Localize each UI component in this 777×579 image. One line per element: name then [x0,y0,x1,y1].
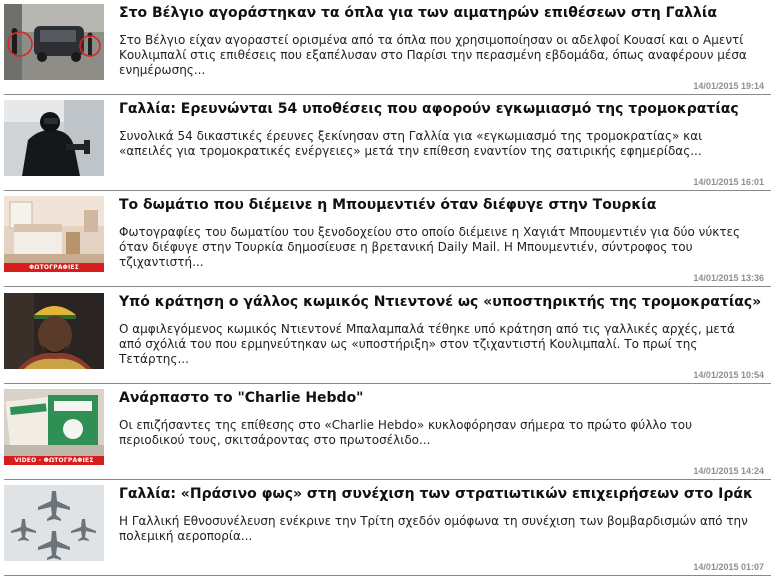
article-thumbnail[interactable] [4,4,104,80]
news-item [0,0,777,96]
magazine-stack-photo [4,389,104,465]
article-title[interactable]: Γαλλία: «Πράσινο φως» στη συνέχιση των στρατιωτικών επιχειρήσεων στο Ιράκ [119,486,753,502]
article-excerpt: Ο αμφιλεγόμενος κωμικός Ντιεντονέ Μπαλαμπαλά τέθηκε υπό κράτηση από τις γαλλικές αρχές, μετά από σχόλιά του που ερμηνεύτηκαν ως «υποστήριξη» στον τζιχαντιστή Κουλιμπαλί. Το πρωί της Τετάρτης... [119,322,735,366]
article-thumbnail[interactable] [4,389,104,465]
article-excerpt: Οι επιζήσαντες της επίθεσης στο «Charlie Hebdo» κυκλοφόρησαν σήμερα το πρώτο φύλλο του περιοδικού τους, σκιτσάροντας στο πρωτοσέλιδο... [119,418,693,447]
article-title[interactable]: Το δωμάτιο που διέμεινε η Μπουμεντιέν όταν διέφυγε στην Τουρκία [119,197,657,213]
divider [4,479,771,480]
news-item [0,289,777,385]
article-date: 14/01/2015 19:14 [689,81,764,91]
article-title[interactable]: Υπό κράτηση ο γάλλος κωμικός Ντιεντονέ ως «υποστηρικτής της τρομοκρατίας» [119,294,762,310]
divider [4,383,771,384]
article-title[interactable]: Γαλλία: Ερευνώνται 54 υποθέσεις που αφορούν εγκωμιασμό της τρομοκρατίας [119,101,739,117]
fighter-jets-photo [4,485,104,561]
article-date: 14/01/2015 13:36 [689,273,764,283]
news-item [0,192,777,288]
divider [4,575,771,576]
article-excerpt: Φωτογραφίες του δωματίου του ξενοδοχείου στο οποίο διέμεινε η Χαγιάτ Μπουμεντιέν για δύο νύκτες όταν διέφυγε στην Τουρκία δημοσίευσε η βρετανική Daily Mail. Η Μπουμεντιέν, σύντροφος του τζιχαντιστή... [119,225,741,269]
article-date: 14/01/2015 01:07 [689,562,764,572]
divider [4,190,771,191]
news-item [0,385,777,481]
article-date: 14/01/2015 10:54 [689,370,764,380]
thumbnail-label: VIDEO - ΦΩΤΟΓΡΑΦΙΕΣ [4,456,104,465]
article-excerpt: Στο Βέλγιο είχαν αγοραστεί ορισμένα από τα όπλα που χρησιμοποίησαν οι αδελφοί Κουασί και ο Αμεντί Κουλιμπαλί στις επιθέσεις που εξαπέλυσαν στο Παρίσι την περασμένη εβδομάδα, όπως αναφέρουν μέσα ενημέρωσης... [119,33,747,77]
article-title[interactable]: Στο Βέλγιο αγοράστηκαν τα όπλα για των αιματηρών επιθέσεων στη Γαλλία [119,5,717,21]
article-thumbnail[interactable] [4,485,104,561]
police-officer-photo [4,100,104,176]
news-item [0,481,777,577]
hotel-room-photo [4,196,104,272]
street-scene-photo [4,4,104,80]
article-title[interactable]: Ανάρπαστο το "Charlie Hebdo" [119,390,364,406]
comedian-portrait-photo [4,293,104,369]
article-thumbnail[interactable] [4,293,104,369]
article-date: 14/01/2015 16:01 [689,177,764,187]
divider [4,286,771,287]
article-excerpt: Συνολικά 54 δικαστικές έρευνες ξεκίνησαν στη Γαλλία για «εγκωμιασμό της τρομοκρατίας» και «απειλές για τρομοκρατικές ενέργειες» μετά την επίθεση εναντίον της σατιρικής εφημερίδας... [119,129,703,158]
divider [4,94,771,95]
news-item [0,96,777,192]
article-thumbnail[interactable] [4,196,104,272]
article-date: 14/01/2015 14:24 [689,466,764,476]
article-thumbnail[interactable] [4,100,104,176]
thumbnail-label: ΦΩΤΟΓΡΑΦΙΕΣ [4,263,104,272]
article-excerpt: Η Γαλλική Εθνοσυνέλευση ενέκρινε την Τρίτη σχεδόν ομόφωνα τη συνέχιση των βομβαρδισμών από την πολεμική αεροπορία... [119,514,748,543]
